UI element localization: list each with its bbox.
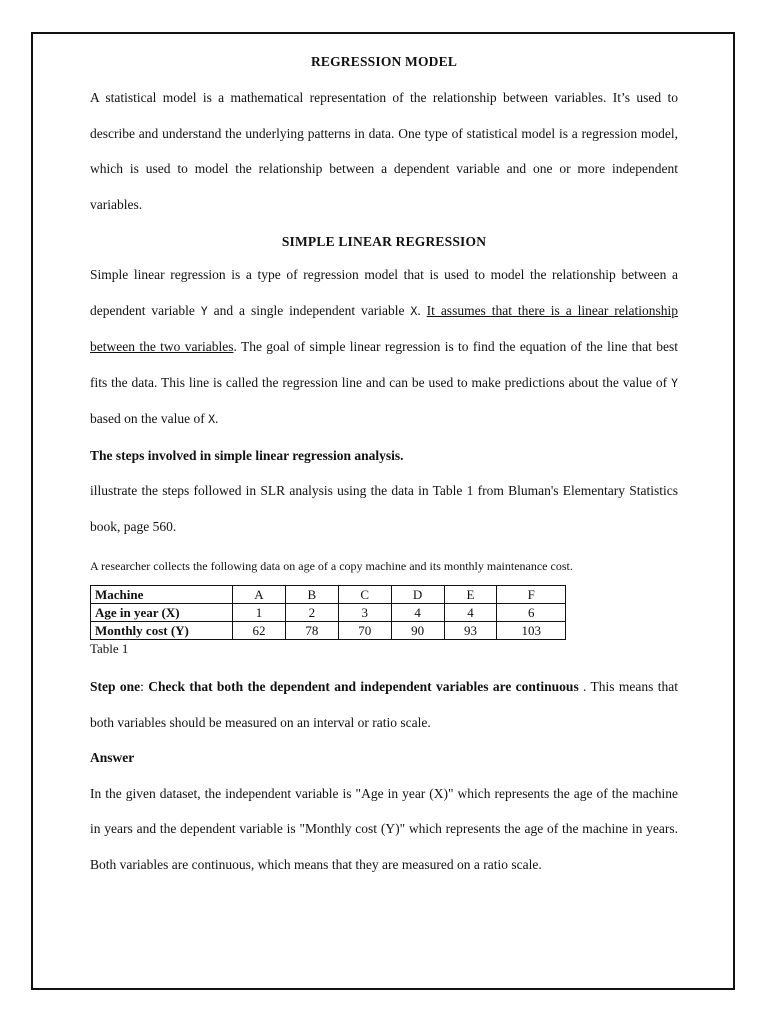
underlined-assumption: It assumes that there is a linear relationship between the two variables: [90, 302, 679, 354]
table-row: [91, 586, 566, 604]
data-table: [90, 585, 566, 640]
table-cell: E: [444, 586, 497, 604]
slr-text-2: and a single independent variable: [207, 302, 411, 318]
slr-text-4: . The goal of simple linear regression is to find the equation of the line that best fits the data. This line is called the regression line and can be used to make predictions about the value of: [90, 339, 678, 390]
step-one-colon: :: [140, 679, 149, 694]
var-y-2: Y: [671, 375, 678, 390]
row-header: Monthly cost (Y): [91, 622, 233, 640]
researcher-note: A researcher collects the following data on age of a copy machine and its monthly maintenance cost.: [90, 559, 573, 573]
table-cell: 93: [444, 622, 497, 640]
intro-paragraph: A statistical model is a mathematical representation of the relationship between variables. It’s used to describe and understand the underlying patterns in data. One type of statistical model is a regression model, which is used to model the relationship between a dependent variable and one or more independent variables.: [90, 90, 678, 212]
step-one-label: Step one: [90, 679, 141, 694]
slr-text-1: Simple linear regression is a type of regression model that is used to model the relationship between a dependent variable: [90, 267, 678, 318]
row-header: Machine: [91, 586, 233, 604]
var-x-2: X: [208, 412, 216, 426]
answer-label: Answer: [90, 750, 135, 765]
table-cell: 90: [391, 622, 444, 640]
document-title: REGRESSION MODEL: [310, 54, 458, 69]
slr-text-3: .: [417, 302, 427, 318]
table-cell: 103: [497, 622, 566, 640]
step-one-rest: . This means that both variables should be measured on an interval or ratio scale.: [90, 679, 678, 730]
step-one-paragraph: [90, 669, 678, 740]
row-header: Age in year (X): [91, 604, 233, 622]
slr-text-5: based on the value of: [90, 411, 209, 426]
table-caption: Table 1: [90, 641, 129, 656]
steps-heading: The steps involved in simple linear regression analysis.: [90, 447, 404, 463]
slr-text-6: .: [215, 411, 219, 426]
table-cell: F: [497, 586, 566, 604]
table-cell: 3: [338, 604, 391, 622]
table-cell: C: [338, 586, 391, 604]
table-cell: 70: [338, 622, 391, 640]
table-cell: B: [285, 586, 338, 604]
var-x: X: [410, 303, 418, 318]
table-cell: 62: [233, 622, 286, 640]
table-cell: 4: [444, 604, 497, 622]
table-cell: 2: [285, 604, 338, 622]
table-cell: 4: [391, 604, 444, 622]
var-y: Y: [200, 303, 208, 318]
step-one-bold: Check that both the dependent and independent variables are continuous: [148, 679, 579, 694]
table-cell: 1: [233, 604, 286, 622]
table-cell: D: [391, 586, 444, 604]
answer-paragraph: In the given dataset, the independent variable is "Age in year (X)" which represents the age of the machine in years and the dependent variable is "Monthly cost (Y)" which represents the age of the machine in years. Both variables are continuous, which means that they are measured on a ratio scale.: [90, 785, 678, 872]
table-cell: A: [233, 586, 286, 604]
steps-intro: illustrate the steps followed in SLR analysis using the data in Table 1 from Bluman's Elementary Statistics book, page 560.: [90, 483, 678, 534]
table-row: [91, 604, 566, 622]
table-cell: 6: [497, 604, 566, 622]
slr-paragraph: [90, 257, 678, 438]
document-body: [90, 52, 678, 882]
section-title: SIMPLE LINEAR REGRESSION: [281, 234, 487, 249]
table-row: [91, 622, 566, 640]
table-cell: 78: [285, 622, 338, 640]
